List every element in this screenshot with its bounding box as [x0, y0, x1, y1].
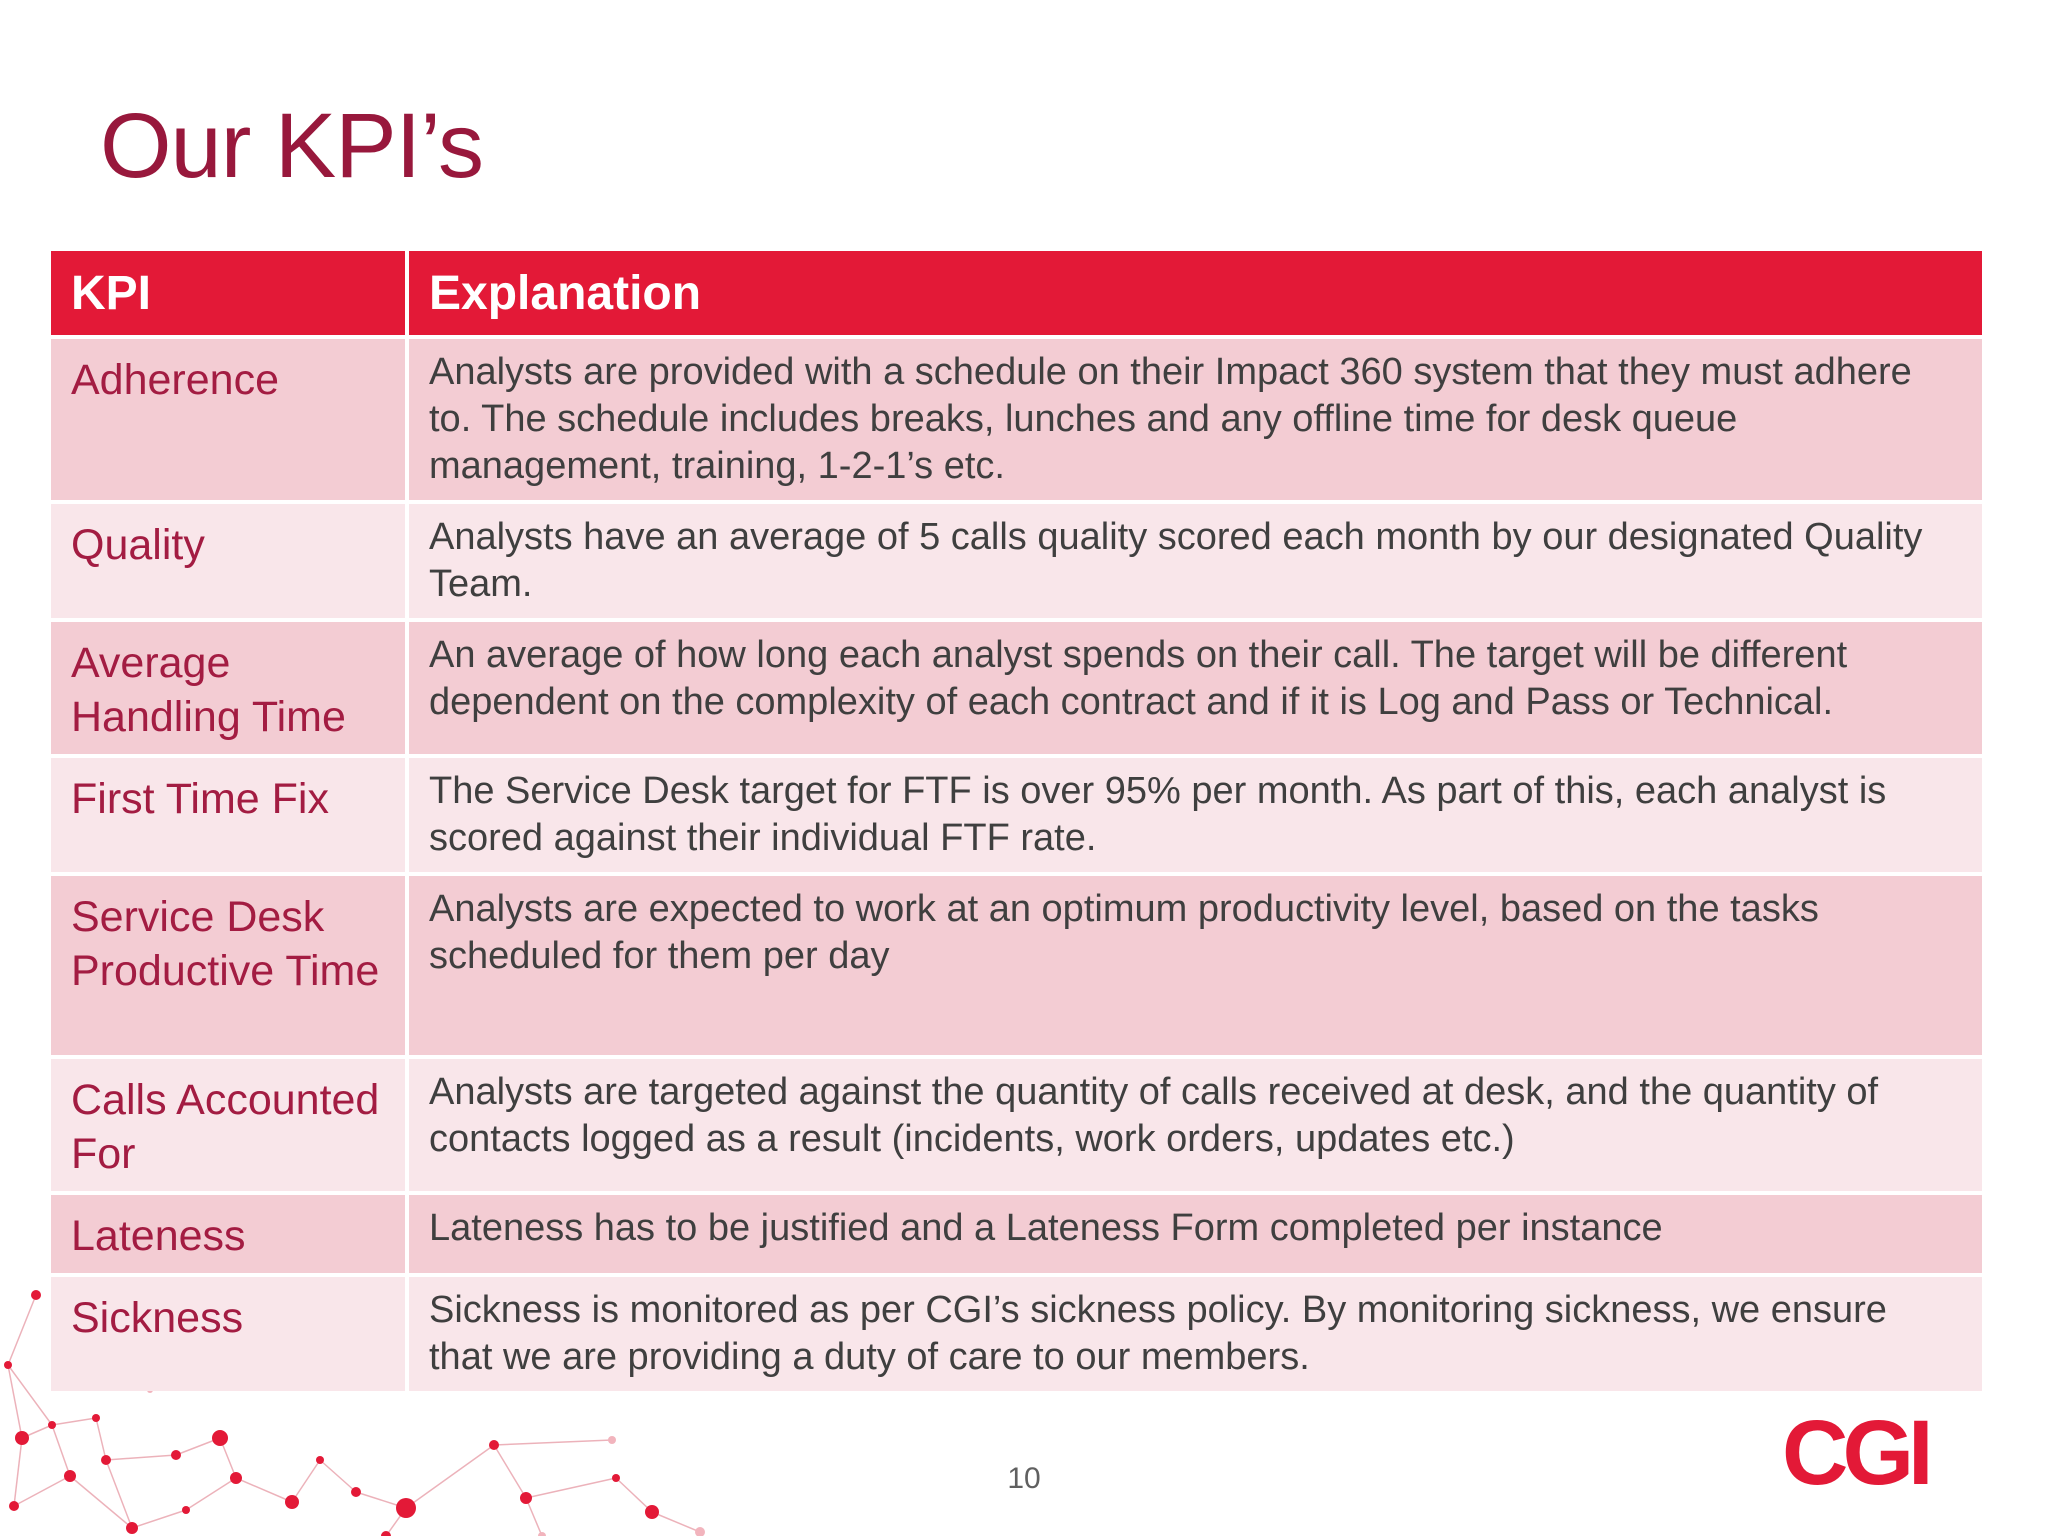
- slide-title: Our KPI’s: [100, 95, 483, 197]
- table-row: [51, 502, 1982, 620]
- table-row: [51, 620, 1982, 756]
- page-number: 10: [1007, 1462, 1041, 1495]
- kpi-name: Sickness: [51, 1275, 407, 1391]
- kpi-name: Service Desk Productive Time: [51, 874, 407, 1057]
- table-row: [51, 874, 1982, 1057]
- kpi-table: [51, 251, 1982, 1391]
- cgi-logo-icon: [1782, 1412, 1952, 1492]
- table-row: [51, 756, 1982, 874]
- kpi-name: Average Handling Time: [51, 620, 407, 756]
- table-row: [51, 337, 1982, 502]
- kpi-explanation: An average of how long each analyst spends on their call. The target will be different dependent on the complexity of each contract and if it is Log and Pass or Technical.: [407, 620, 1982, 756]
- kpi-name: Quality: [51, 502, 407, 620]
- table-header-row: [51, 251, 1982, 337]
- kpi-name: Lateness: [51, 1193, 407, 1275]
- kpi-explanation: Sickness is monitored as per CGI’s sickness policy. By monitoring sickness, we ensure that we are providing a duty of care to our members.: [407, 1275, 1982, 1391]
- table-row: [51, 1057, 1982, 1193]
- table-row: [51, 1275, 1982, 1391]
- column-header-kpi: KPI: [51, 251, 407, 337]
- kpi-explanation: Analysts are expected to work at an optimum productivity level, based on the tasks scheduled for them per day: [407, 874, 1982, 1057]
- kpi-explanation: The Service Desk target for FTF is over 95% per month. As part of this, each analyst is scored against their individual FTF rate.: [407, 756, 1982, 874]
- kpi-name: Calls Accounted For: [51, 1057, 407, 1193]
- kpi-name: First Time Fix: [51, 756, 407, 874]
- kpi-name: Adherence: [51, 337, 407, 502]
- kpi-explanation: Analysts are targeted against the quantity of calls received at desk, and the quantity of contacts logged as a result (incidents, work orders, updates etc.): [407, 1057, 1982, 1193]
- kpi-explanation: Analysts have an average of 5 calls quality scored each month by our designated Quality Team.: [407, 502, 1982, 620]
- kpi-explanation: Analysts are provided with a schedule on their Impact 360 system that they must adhere to. The schedule includes breaks, lunches and any offline time for desk queue management, training, 1-2-1’s etc.: [407, 337, 1982, 502]
- svg-text:CGI: CGI: [1782, 1412, 1928, 1492]
- column-header-explanation: Explanation: [407, 251, 1982, 337]
- kpi-explanation: Lateness has to be justified and a Lateness Form completed per instance: [407, 1193, 1982, 1275]
- table-row: [51, 1193, 1982, 1275]
